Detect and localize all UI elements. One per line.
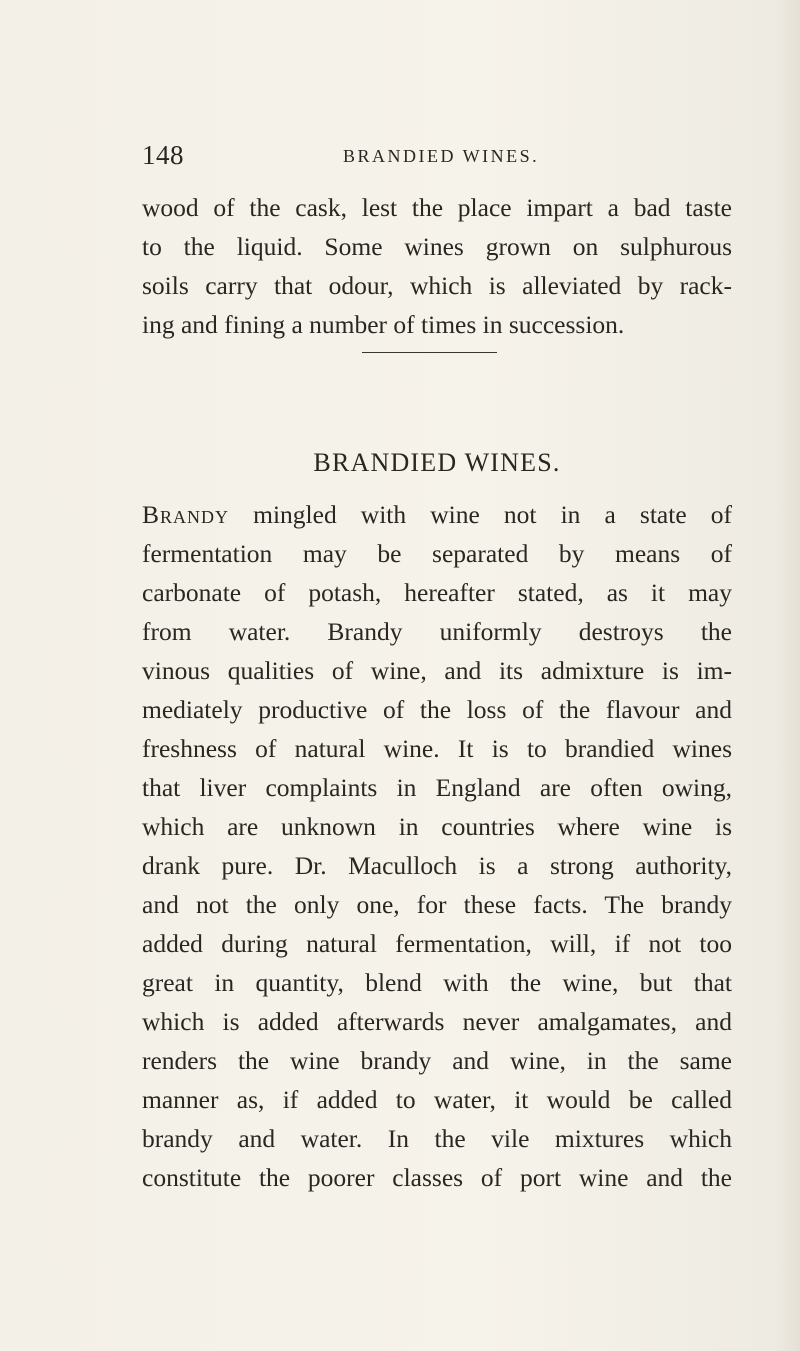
text-line: vinous qualities of wine, and its admixture is im- <box>142 656 732 685</box>
text-line: renders the wine brandy and wine, in the same <box>142 1046 732 1075</box>
text-line: soils carry that odour, which is alleviated by rack- <box>142 271 732 300</box>
lead-word: Brandy <box>142 500 230 529</box>
text-line-first <box>142 497 732 533</box>
text-line: fermentation may be separated by means of <box>142 539 732 568</box>
text-line: mediately productive of the loss of the flavour and <box>142 695 732 724</box>
text-line: freshness of natural wine. It is to brandied wines <box>142 734 732 763</box>
text-line: constitute the poorer classes of port wine and the <box>142 1163 732 1192</box>
text-line: which are unknown in countries where wine is <box>142 812 732 841</box>
page-number: 148 <box>142 140 184 170</box>
text-line: ing and fining a number of times in succession. <box>142 310 625 339</box>
text-line: wood of the cask, lest the place impart a bad taste <box>142 193 732 222</box>
text-line: great in quantity, blend with the wine, but that <box>142 968 732 997</box>
text-line: and not the only one, for these facts. The brandy <box>142 890 732 919</box>
text-line: brandy and water. In the vile mixtures which <box>142 1124 732 1153</box>
text-line: from water. Brandy uniformly destroys the <box>142 617 732 646</box>
first-line-text: mingled with wine not in a state of <box>229 500 732 529</box>
text-line: that liver complaints in England are often owing, <box>142 773 732 802</box>
page-header <box>142 140 732 176</box>
text-line: drank pure. Dr. Maculloch is a strong authority, <box>142 851 732 880</box>
text-line: carbonate of potash, hereafter stated, as it may <box>142 578 732 607</box>
text-line: added during natural fermentation, will, if not too <box>142 929 732 958</box>
text-line: to the liquid. Some wines grown on sulphurous <box>142 232 732 261</box>
text-line: manner as, if added to water, it would be called <box>142 1085 732 1114</box>
text-line: which is added afterwards never amalgamates, and <box>142 1007 732 1036</box>
section-heading: BRANDIED WINES. <box>313 448 561 477</box>
running-head: BRANDIED WINES. <box>343 146 540 166</box>
section-divider <box>362 352 497 353</box>
